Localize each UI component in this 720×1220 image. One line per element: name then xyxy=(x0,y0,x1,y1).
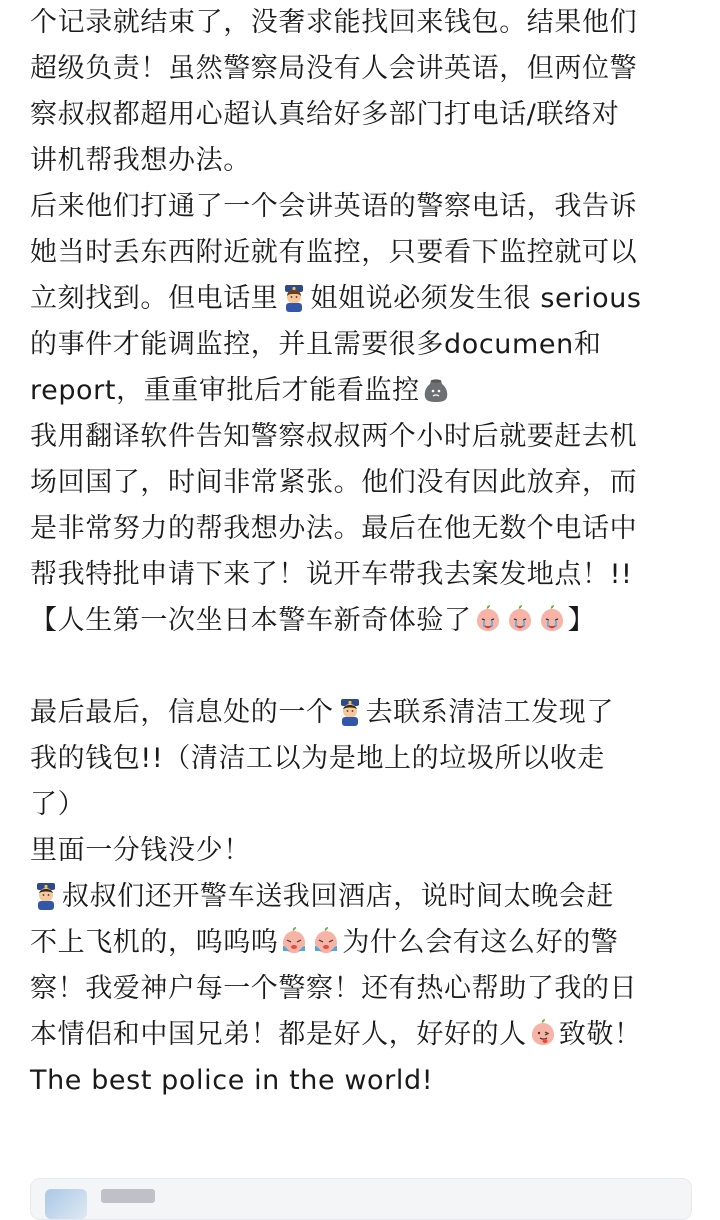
card-title-placeholder xyxy=(101,1189,155,1203)
police-woman-icon xyxy=(279,282,309,312)
post-text: 姐姐说必须发生很 serious xyxy=(310,283,642,314)
sad-sack-icon xyxy=(421,374,451,404)
post-line: 我用翻译软件告知警察叔叔两个小时后就要赶去机 xyxy=(30,421,638,452)
post-line: 的事件才能调监控，并且需要很多documen和 xyxy=(30,329,602,360)
post-line: 超级负责！虽然警察局没有人会讲英语，但两位警 xyxy=(30,53,638,84)
post-text: 致敬！ xyxy=(558,1019,642,1050)
post-line: 是非常努力的帮我想办法。最后在他无数个电话中 xyxy=(30,513,638,544)
crying-peach-icon xyxy=(505,604,535,634)
post-line xyxy=(30,276,700,322)
post-text: 叔叔们还开警车送我回酒店，说时间太晚会赶 xyxy=(62,881,614,912)
post-line: 里面一分钱没少！ xyxy=(30,835,251,866)
post-line xyxy=(30,1012,700,1058)
post-line: 个记录就结束了，没奢求能找回来钱包。结果他们 xyxy=(30,7,638,38)
post-text: 本情侣和中国兄弟！都是好人，好好的人 xyxy=(30,1019,527,1050)
post-line xyxy=(30,368,700,414)
post-text: 不上飞机的，呜呜呜 xyxy=(30,927,279,958)
card-thumbnail xyxy=(45,1189,87,1219)
post-text: report，重重审批后才能看监控 xyxy=(30,375,420,406)
tears-peach-icon xyxy=(311,926,341,956)
post-line xyxy=(30,690,700,736)
post-line: 察叔叔都超用心超认真给好多部门打电话/联络对 xyxy=(30,99,620,130)
linked-card-preview[interactable] xyxy=(30,1178,692,1220)
post-line: 后来他们打通了一个会讲英语的警察电话，我告诉 xyxy=(30,191,638,222)
post-line: 讲机帮我想办法。 xyxy=(30,145,251,176)
post-text: 最后最后，信息处的一个 xyxy=(30,697,334,728)
post-line: 我的钱包!!（清洁工以为是地上的垃圾所以收走 xyxy=(30,743,605,774)
post-text: 去联系清洁工发现了 xyxy=(365,697,615,728)
post-line xyxy=(30,598,700,644)
post-line xyxy=(30,920,700,966)
tongue-peach-icon xyxy=(528,1018,558,1048)
post-text: 立刻找到。但电话里 xyxy=(30,283,279,314)
post-body xyxy=(30,0,700,1104)
police-officer-icon xyxy=(31,880,61,910)
post-text: 】 xyxy=(567,605,596,636)
post-line: 帮我特批申请下来了！说开车带我去案发地点！!! xyxy=(30,559,633,590)
crying-peach-icon xyxy=(537,604,567,634)
post-line: 了） xyxy=(30,789,86,820)
police-officer-icon xyxy=(335,696,365,726)
crying-peach-icon xyxy=(473,604,503,634)
tears-peach-icon xyxy=(279,926,309,956)
post-line xyxy=(30,874,700,920)
post-line: 她当时丢东西附近就有监控，只要看下监控就可以 xyxy=(30,237,638,268)
post-blank-line xyxy=(30,644,700,690)
post-line: The best police in the world! xyxy=(30,1065,434,1096)
post-text: 为什么会有这么好的警 xyxy=(342,927,619,958)
post-text: 【人生第一次坐日本警车新奇体验了 xyxy=(30,605,472,636)
post-line: 场回国了，时间非常紧张。他们没有因此放弃，而 xyxy=(30,467,638,498)
post-line: 察！我爱神户每一个警察！还有热心帮助了我的日 xyxy=(30,973,638,1004)
